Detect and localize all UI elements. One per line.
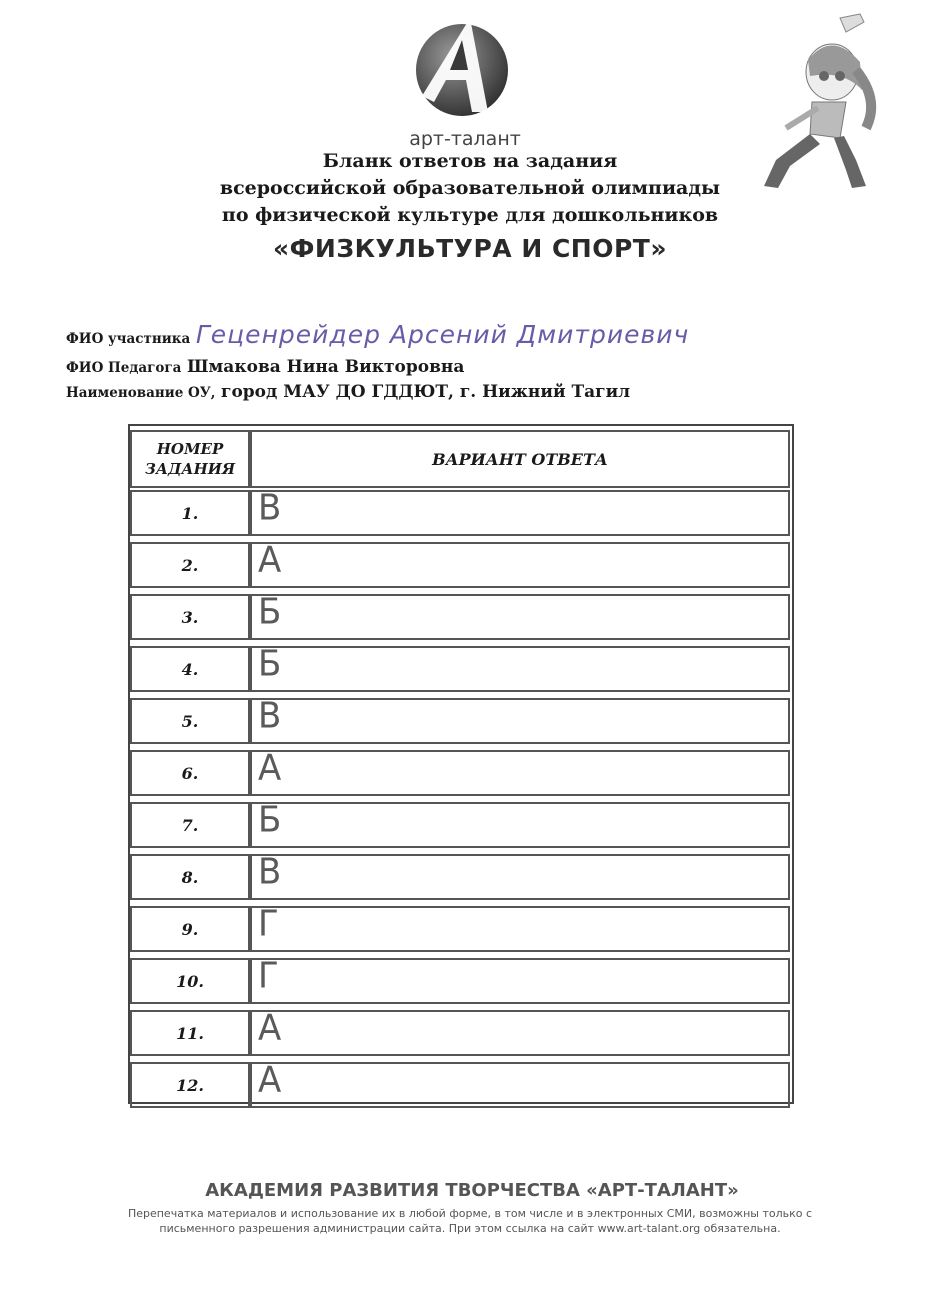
handwritten-answer: В [258, 695, 282, 737]
teacher-label: ФИО Педагога [66, 360, 182, 376]
table-row [130, 488, 792, 534]
footer-note-line-1: Перепечатка материалов и использование их в любой форме, в том числе и в электронных СМИ, возможны только с [127, 1207, 813, 1220]
footer-title: АКАДЕМИЯ РАЗВИТИЯ ТВОРЧЕСТВА «АРТ-ТАЛАНТ» [205, 1180, 739, 1201]
handwritten-answer: Б [258, 799, 282, 841]
table-row [130, 1008, 792, 1054]
task-number: 4. [130, 646, 250, 692]
handwritten-answer: В [258, 487, 282, 529]
teacher-field [66, 357, 464, 377]
header-line-1: Бланк ответов на задания [322, 150, 618, 172]
table-row [130, 748, 792, 794]
answer-cell [250, 591, 790, 640]
answers-table [128, 424, 794, 1104]
art-talant-logo-icon [408, 12, 520, 122]
form-header [120, 148, 820, 267]
handwritten-answer: Г [258, 903, 279, 945]
task-number: 6. [130, 750, 250, 796]
participant-name-handwritten: Гецeнрейдер Арсений Дмитриевич [195, 320, 690, 349]
handwritten-answer: А [258, 747, 282, 789]
answer-cell [250, 903, 790, 952]
handwritten-answer: Г [258, 955, 279, 997]
answer-cell [250, 955, 790, 1004]
task-number: 8. [130, 854, 250, 900]
table-row [130, 956, 792, 1002]
answer-cell [250, 695, 790, 744]
participant-label: ФИО участника [66, 331, 191, 347]
table-header-row [130, 430, 792, 488]
table-row [130, 800, 792, 846]
task-number: 9. [130, 906, 250, 952]
table-row [130, 852, 792, 898]
table-row [130, 696, 792, 742]
olympiad-title: «ФИЗКУЛЬТУРА И СПОРТ» [272, 234, 668, 263]
table-row [130, 540, 792, 586]
task-number: 10. [130, 958, 250, 1004]
handwritten-answer: А [258, 1059, 282, 1101]
footer-note [100, 1206, 840, 1236]
answer-cell [250, 539, 790, 588]
column-header-answer: ВАРИАНТ ОТВЕТА [250, 430, 790, 488]
handwritten-answer: Б [258, 643, 282, 685]
header-line-2: всероссийской образовательной олимпиады [219, 177, 721, 199]
handwritten-answer: В [258, 851, 282, 893]
task-number: 7. [130, 802, 250, 848]
table-row [130, 592, 792, 638]
handwritten-answer: А [258, 1007, 282, 1049]
task-number: 2. [130, 542, 250, 588]
org-label: Наименование ОУ, [66, 385, 216, 401]
teacher-name: Шмакова Нина Викторовна [186, 357, 465, 377]
table-row [130, 904, 792, 950]
answer-cell [250, 1007, 790, 1056]
brand-name: арт-талант [409, 128, 521, 150]
table-row [130, 644, 792, 690]
participant-field [66, 320, 689, 349]
answer-cell [250, 643, 790, 692]
answer-cell [250, 799, 790, 848]
handwritten-answer: Б [258, 591, 282, 633]
task-number: 5. [130, 698, 250, 744]
task-number: 12. [130, 1062, 250, 1108]
answer-cell [250, 487, 790, 536]
org-name: город МАУ ДО ГДДЮТ, г. Нижний Тагил [221, 382, 631, 402]
column-header-task-number: НОМЕР ЗАДАНИЯ [130, 430, 250, 488]
handwritten-answer: А [258, 539, 282, 581]
org-field [66, 382, 630, 402]
task-number: 1. [130, 490, 250, 536]
footer-note-line-2: письменного разрешения администрации сайта. При этом ссылка на сайт www.art-talant.org обязательна. [159, 1222, 781, 1235]
header-line-3: по физической культуре для дошкольников [221, 204, 719, 226]
answer-cell [250, 747, 790, 796]
task-number: 3. [130, 594, 250, 640]
table-row [130, 1060, 792, 1106]
task-number: 11. [130, 1010, 250, 1056]
answer-cell [250, 851, 790, 900]
answer-cell [250, 1059, 790, 1108]
